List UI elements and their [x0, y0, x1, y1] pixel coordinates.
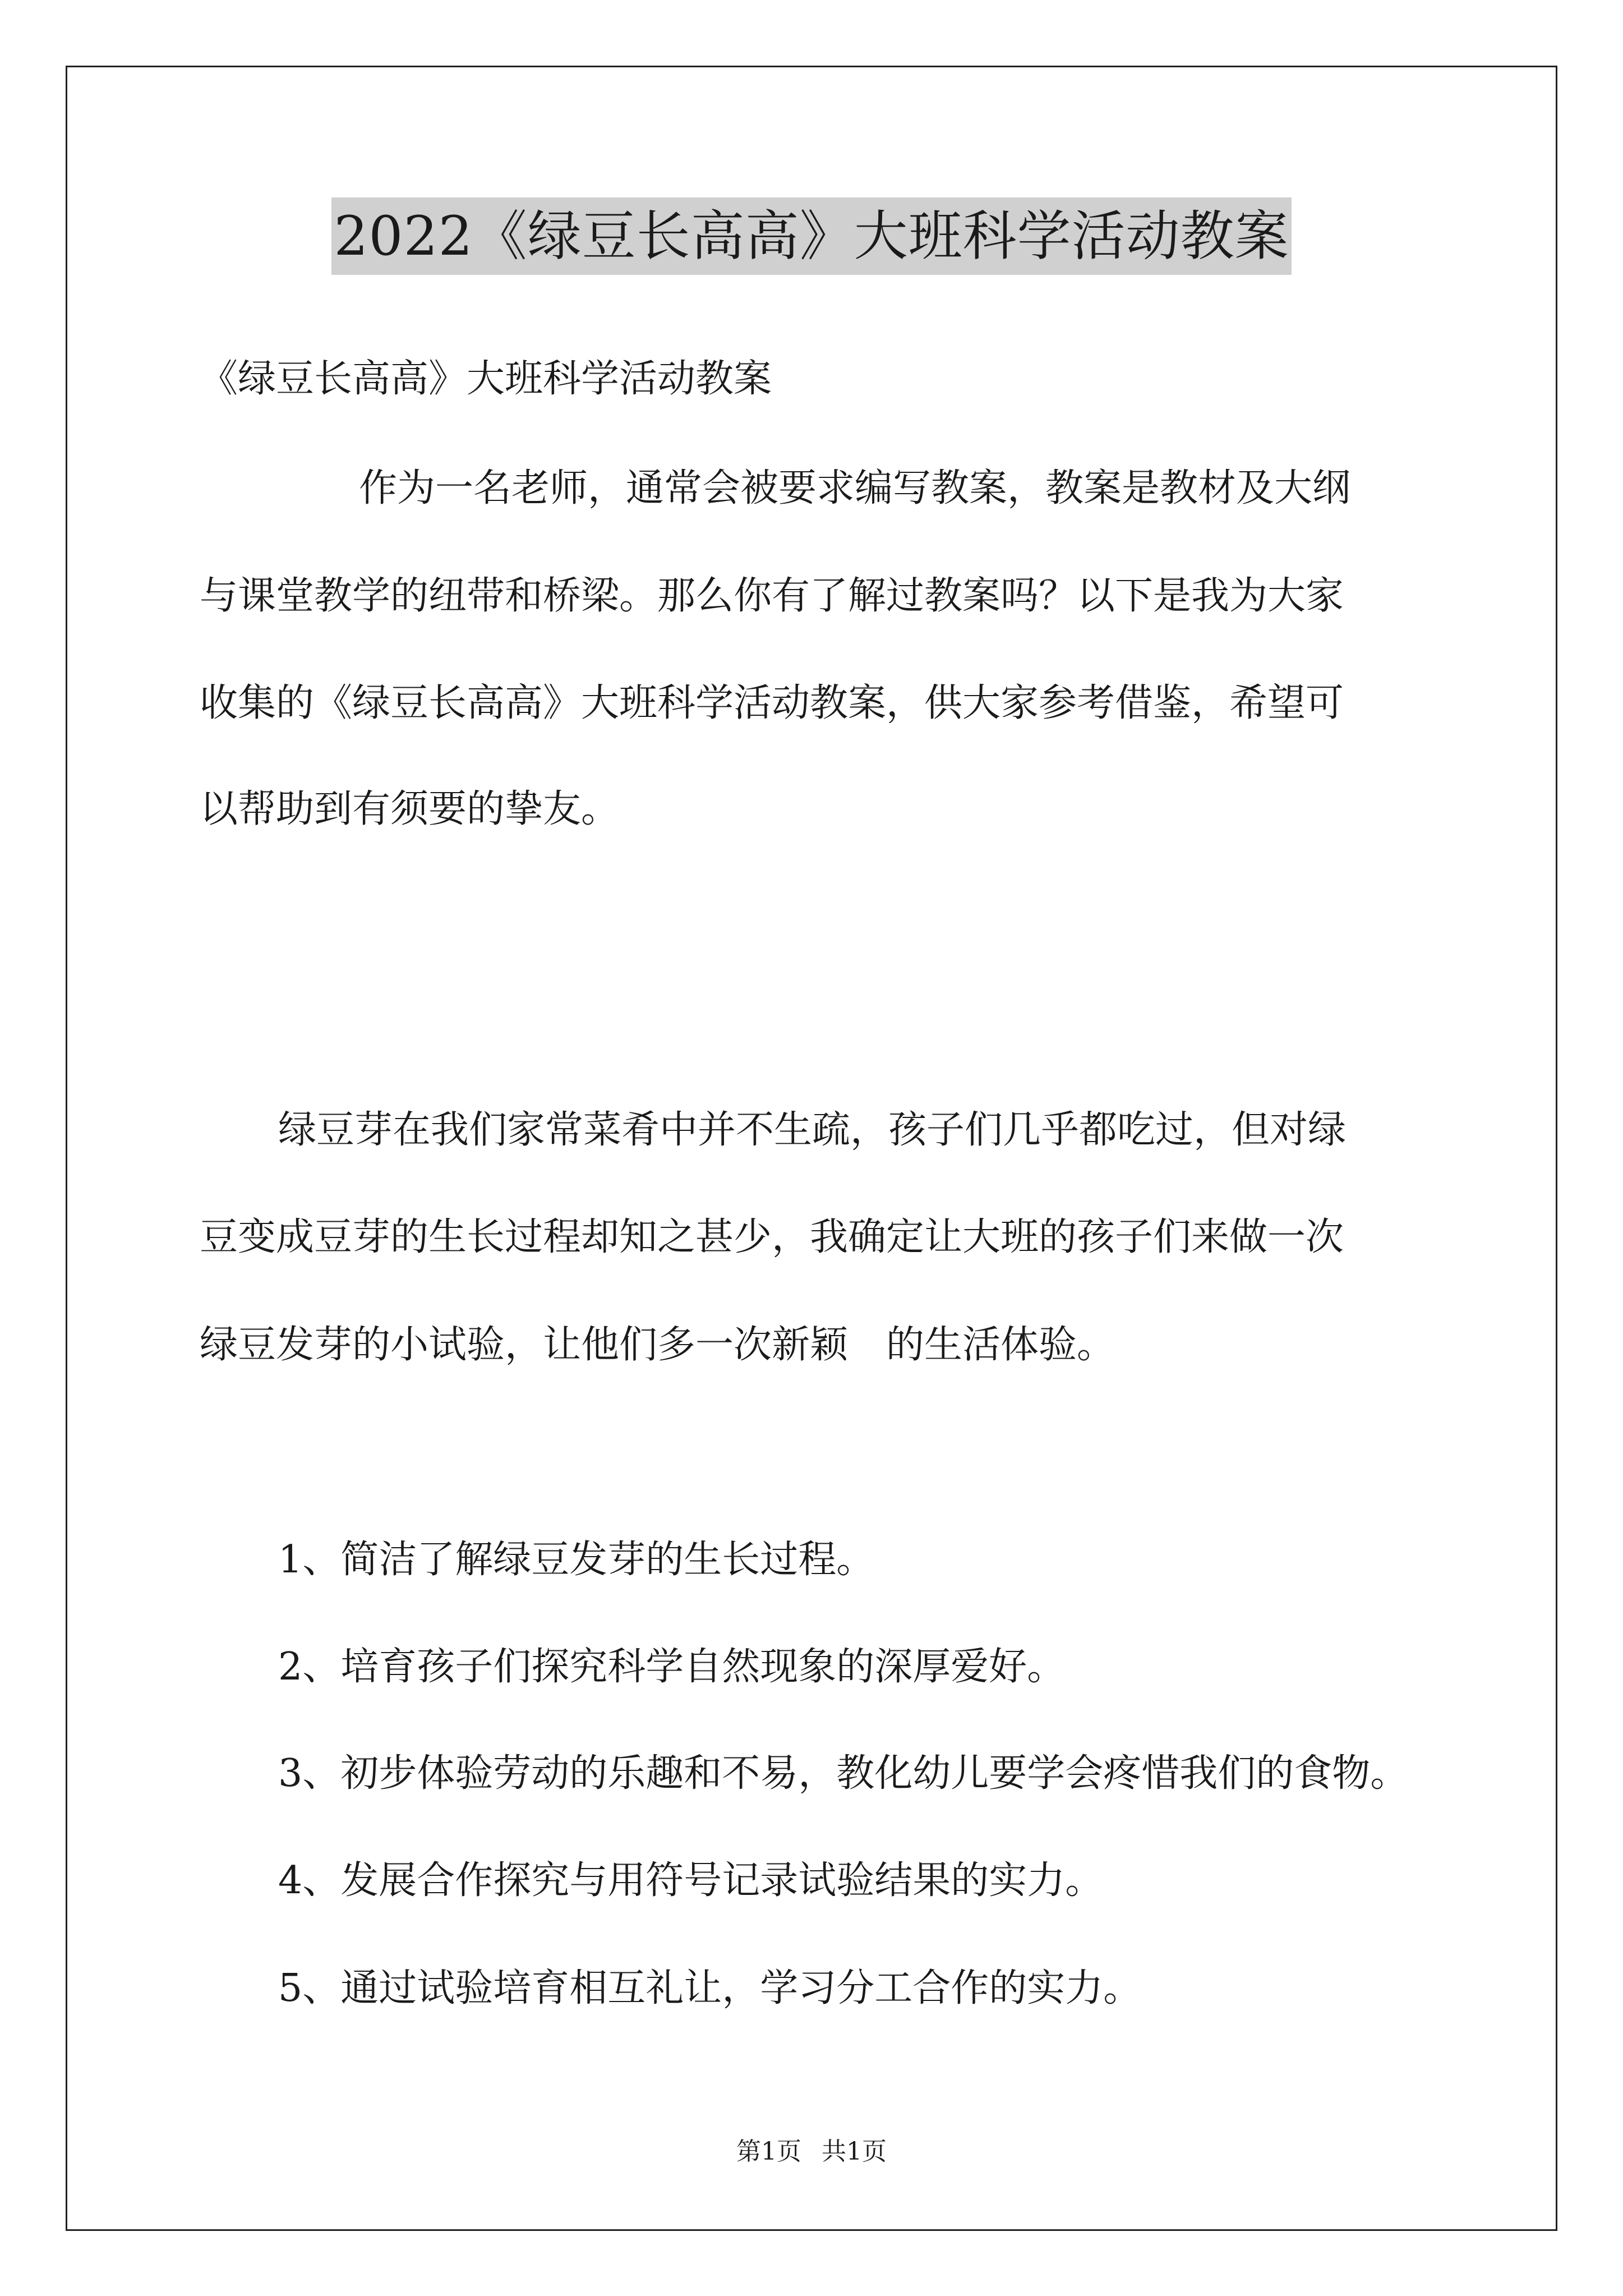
intro-line: 以帮助到有须要的挚友。 [200, 787, 620, 831]
page-footer [0, 2135, 1623, 2169]
background-line: 绿豆发芽的小试验，让他们多一次新颖 的生活体验。 [200, 1323, 1115, 1367]
page-number-current: 第1页 [736, 2137, 801, 2166]
goal-item: 5、通过试验培育相互礼让，学习分工合作的实力。 [278, 1966, 1142, 2010]
page-number-total: 共1页 [822, 2137, 887, 2166]
background-line: 豆变成豆芽的生长过程却知之甚少，我确定让大班的孩子们来做一次 [200, 1215, 1344, 1259]
document-title: 2022《绿豆长高高》大班科学活动教案 [331, 197, 1291, 275]
intro-line: 与课堂教学的纽带和桥梁。那么你有了解过教案吗？以下是我为大家 [200, 574, 1344, 618]
goal-item: 4、发展合作探究与用符号记录试验结果的实力。 [278, 1858, 1104, 1903]
intro-line: 收集的《绿豆长高高》大班科学活动教案，供大家参考借鉴，希望可 [200, 681, 1344, 725]
intro-line: 作为一名老师，通常会被要求编写教案，教案是教材及大纲 [359, 466, 1351, 510]
goal-item: 1、简洁了解绿豆发芽的生长过程。 [278, 1538, 875, 1582]
background-line: 绿豆芽在我们家常菜肴中并不生疏，孩子们几乎都吃过，但对绿 [278, 1108, 1347, 1152]
goal-item: 2、培育孩子们探究科学自然现象的深厚爱好。 [278, 1645, 1066, 1689]
document-subtitle: 《绿豆长高高》大班科学活动教案 [200, 357, 772, 401]
title-container [0, 197, 1623, 275]
goal-item: 3、初步体验劳动的乐趣和不易，教化幼儿要学会疼惜我们的食物。 [278, 1751, 1409, 1796]
